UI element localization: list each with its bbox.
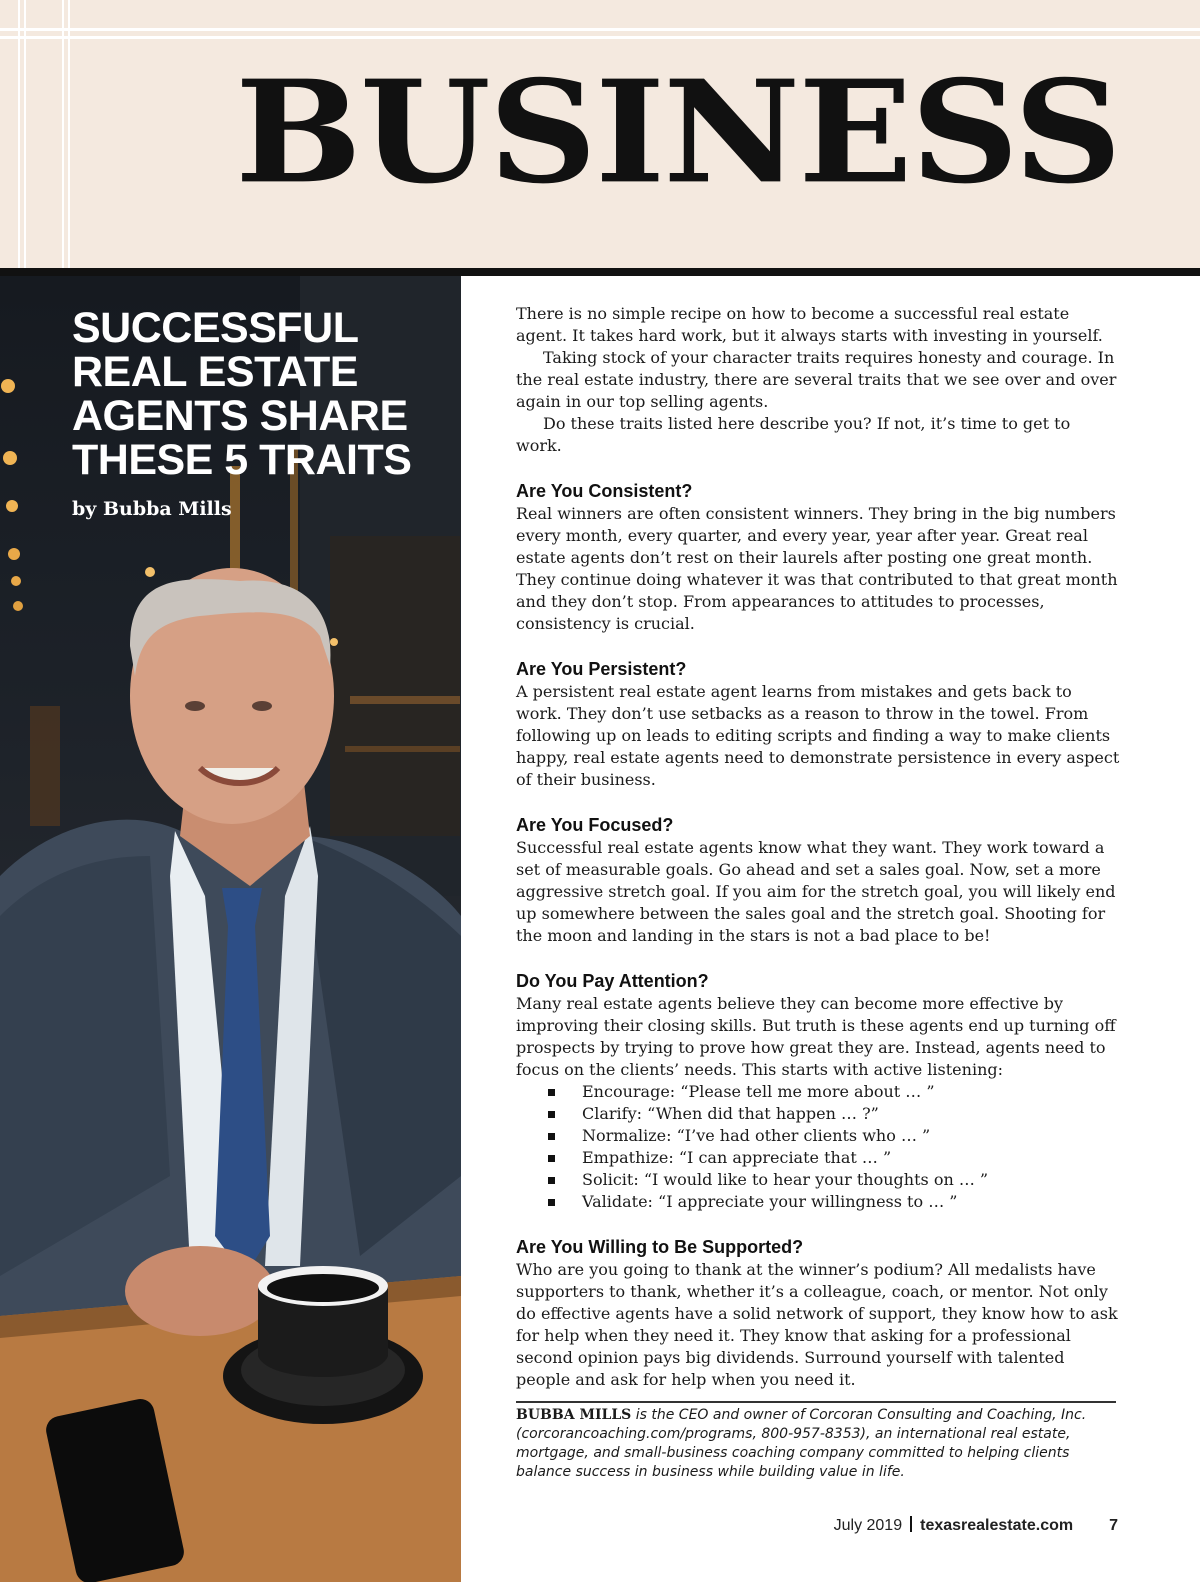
- intro-paragraph: There is no simple recipe on how to become a successful real estate agent. It takes hard work, but it always starts with investing in yourself.: [516, 304, 1103, 345]
- list-item: Empathize: “I can appreciate that … ”: [546, 1147, 1120, 1169]
- feature-photo: [0, 276, 461, 1582]
- list-item: Validate: “I appreciate your willingness to … ”: [546, 1191, 1120, 1213]
- bio-divider: [516, 1401, 1116, 1403]
- header-stripe: [18, 0, 20, 268]
- article-body: [516, 303, 1120, 1391]
- author-name: BUBBA MILLS: [516, 1407, 632, 1423]
- page-number: 7: [1109, 1517, 1118, 1534]
- trait-paragraph: Successful real estate agents know what they want. They work toward a set of measurable goals. Go ahead and set a sales goal. Now, set a more aggressive stretch goal. If you aim for the stretch goal, you will likely end up somewhere between the sales goal and the stretch goal. Shooting for the moon and landing in the stars is not a bad place to be!: [516, 838, 1116, 945]
- article-byline: by Bubba Mills: [72, 498, 232, 520]
- trait-paragraph: A persistent real estate agent learns from mistakes and gets back to work. They don’t use setbacks as a reason to throw in the towel. From following up on leads to editing scripts and finding a way to make clients happy, real estate agents need to demonstrate persistence in every aspect of their business.: [516, 682, 1120, 789]
- header-stripe: [24, 0, 26, 268]
- trait-heading-attention: Do You Pay Attention?: [516, 971, 709, 991]
- footer-divider: [910, 1516, 912, 1532]
- author-bio: [516, 1406, 1114, 1482]
- list-item: Encourage: “Please tell me more about … ”: [546, 1081, 1120, 1103]
- trait-heading-focused: Are You Focused?: [516, 815, 674, 835]
- intro-paragraph: Taking stock of your character traits requires honesty and courage. In the real estate industry, there are several traits that we see over and over again in our top selling agents.: [516, 348, 1117, 411]
- trait-heading-persistent: Are You Persistent?: [516, 659, 687, 679]
- website-link[interactable]: texasrealestate.com: [920, 1517, 1074, 1534]
- list-item: Solicit: “I would like to hear your thoughts on … ”: [546, 1169, 1120, 1191]
- trait-paragraph: Many real estate agents believe they can become more effective by improving their closing skills. But truth is these agents end up turning off prospects by trying to prove how great they are. Instead, agents need to focus on the clients’ needs. This starts with active listening:: [516, 994, 1116, 1079]
- header-stripe: [62, 0, 64, 268]
- author-bio-text: is the CEO and owner of Corcoran Consulting and Coaching, Inc. (corcorancoaching.com/programs, 800-957-8353), an international real estate, mortgage, and small-business coaching company committed to helping clients balance success in business while building value in life.: [516, 1407, 1087, 1480]
- header-stripe: [0, 36, 1200, 39]
- header-stripe: [68, 0, 70, 268]
- trait-heading-consistent: Are You Consistent?: [516, 481, 693, 501]
- header-rule: [0, 268, 1200, 276]
- issue-date: July 2019: [833, 1517, 903, 1534]
- trait-paragraph: Real winners are often consistent winners. They bring in the big numbers every month, every quarter, and every year, year after year. Great real estate agents don’t rest on their laurels after posting one great month. They continue doing whatever it was that contributed to that great month and they don’t stop. From appearances to attitudes to processes, consistency is crucial.: [516, 504, 1118, 633]
- list-item: Clarify: “When did that happen … ?”: [546, 1103, 1120, 1125]
- trait-heading-supported: Are You Willing to Be Supported?: [516, 1237, 804, 1257]
- header-stripe: [0, 28, 1200, 31]
- trait-paragraph: Who are you going to thank at the winner’s podium? All medalists have supporters to thank, whether it’s a colleague, coach, or mentor. Not only do effective agents have a solid network of support, they know how to ask for help when they need it. They know that asking for a professional second opinion pays big dividends. Surround yourself with talented people and ask for help when you need it.: [516, 1260, 1118, 1389]
- list-item: Normalize: “I’ve had other clients who … ”: [546, 1125, 1120, 1147]
- intro-paragraph: Do these traits listed here describe you? If not, it’s time to get to work.: [516, 414, 1071, 455]
- page-footer: [834, 1516, 1118, 1535]
- section-title: BUSINESS: [235, 49, 1120, 216]
- section-header: [0, 0, 1200, 268]
- listening-list: [516, 1081, 1120, 1213]
- article-headline: SUCCESSFUL REAL ESTATE AGENTS SHARE THESE 5 TRAITS: [72, 304, 412, 484]
